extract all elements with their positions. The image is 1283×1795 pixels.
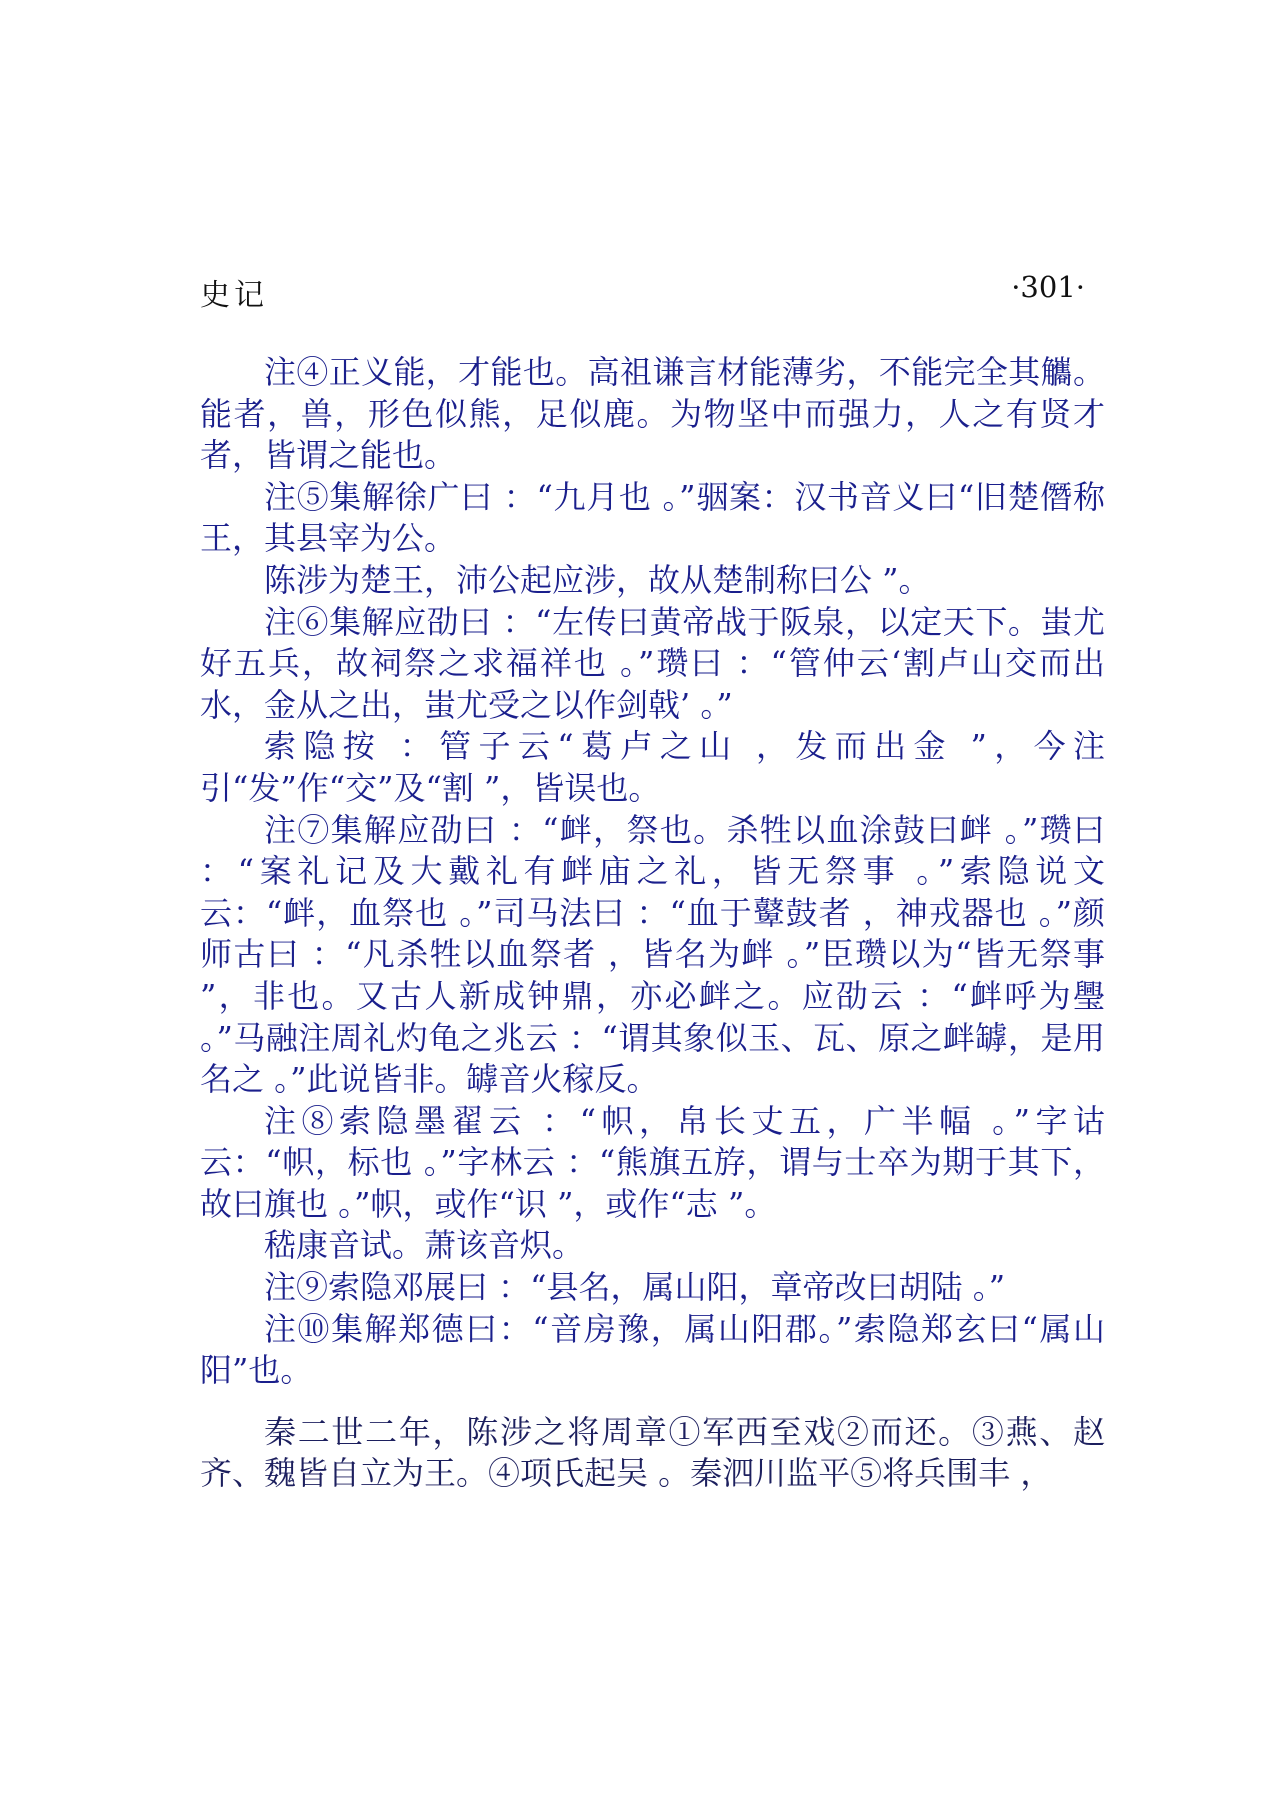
note-paragraph: 嵇康音试。萧该音炽。 xyxy=(264,1226,585,1265)
page-number: ·301· xyxy=(1011,270,1085,304)
note-paragraph: 陈涉为楚王，沛公起应涉，故从楚制称曰公 ”。 xyxy=(264,560,931,599)
note-paragraph: 注⑨索隐邓展曰 ：“县名，属山阳，章帝改曰胡陆 。” xyxy=(264,1268,1006,1307)
body-text xyxy=(200,352,1105,1495)
note-paragraph: 注⑩集解郑德曰：“音房豫，属山阳郡。”索隐郑玄曰“属山阳”也。 xyxy=(200,1309,1105,1390)
note-paragraph: 注⑦集解应劭曰 ：“衅，祭也。杀牲以血涂鼓曰衅 。”瓒曰 ：“案礼记及大戴礼有衅庙之礼，皆无祭事 。”索隐说文云：“衅，血祭也 。”司马法曰 ：“血于鼙鼓者 ，神戎器也 。”颜师古曰 ：“凡杀牲以血祭者 ，皆名为衅 。”臣瓒以为“皆无祭事 ”，非也。又古人新成钟鼎，亦必衅之。应劭云 ：“衅呼为璺 。”马融注周礼灼龟之兆云 ：“谓其象似玉、瓦、原之衅罅，是用名之 。”此说皆非。罅音火稼反。 xyxy=(200,810,1105,1099)
main-text-paragraph: 秦二世二年，陈涉之将周章①军西至戏②而还。③燕、赵齐、魏皆自立为王。④项氏起吴 。秦泗川监平⑤将兵围丰 ， xyxy=(200,1412,1105,1493)
note-paragraph: 注⑧索隐墨翟云 ：“帜，帛长丈五，广半幅 。”字诂云：“帜，标也 。”字林云 ：“熊旗五斿，谓与士卒为期于其下，故曰旗也 。”帜，或作“识 ”，或作“志 ”。 xyxy=(200,1101,1105,1223)
page-header xyxy=(200,270,1085,313)
note-paragraph: 注⑤集解徐广曰 ：“九月也 。”骃案：汉书音义曰“旧楚僭称王，其县宰为公。 xyxy=(200,477,1105,558)
note-paragraph: 注⑥集解应劭曰 ：“左传曰黄帝战于阪泉，以定天下。蚩尤好五兵，故祠祭之求福祥也 。”瓒曰 ：“管仲云‘割卢山交而出水，金从之出，蚩尤受之以作剑戟’ 。” xyxy=(200,602,1105,724)
note-paragraph: 索隐按 ：管子云“葛卢之山 ，发而出金 ”，今注引“发”作“交”及“割 ”，皆误也。 xyxy=(200,727,1105,807)
book-title: 史记 xyxy=(200,278,268,313)
note-paragraph: 注④正义能，才能也。高祖谦言材能薄劣，不能完全其觿。能者，兽，形色似熊，足似鹿。为物坚中而强力，人之有贤才者，皆谓之能也。 xyxy=(200,353,1105,475)
